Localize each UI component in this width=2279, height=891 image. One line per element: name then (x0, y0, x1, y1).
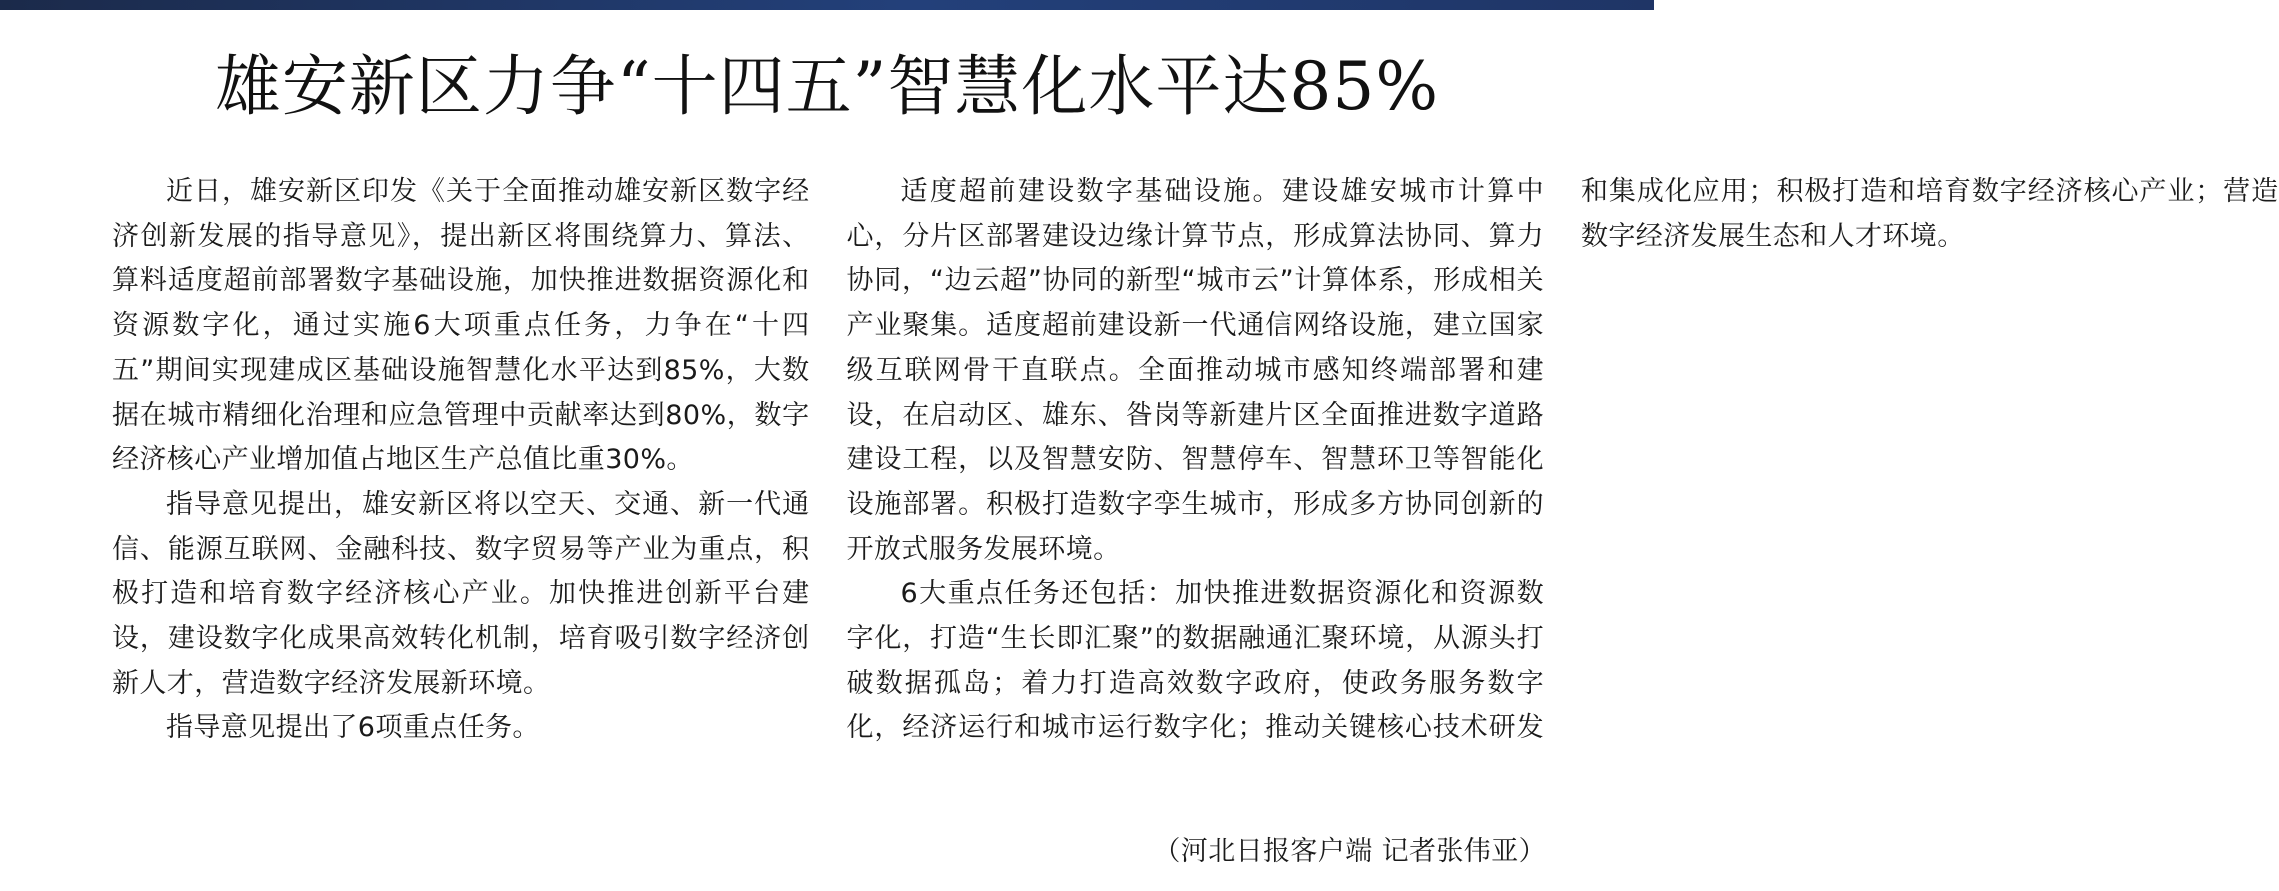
article-paragraph-3: 指导意见提出了6项重点任务。 (166, 712, 540, 744)
article-byline: （河北日报客户端 记者张伟亚） (1153, 836, 1546, 867)
article-paragraph-5: 6大重点任务还包括：加快推进数据资源化和资源数字化，打造“生长即汇聚”的数据融通汇聚环境，从源头打破数据孤岛；着力打造高效数字政府，使政务服务数字化，经济运行和城市运行数字化；推动关键核心技术研发和集成化应用；积极打造和培育数字经济核心产业；营造数字经济发展生态和人才环境。 (846, 176, 2279, 744)
article-body (112, 170, 2279, 820)
article-paragraph-1: 近日，雄安新区印发《关于全面推动雄安新区数字经济创新发展的指导意见》，提出新区将围绕算力、算法、算料适度超前部署数字基础设施，加快推进数据资源化和资源数字化，通过实施6大项重点任务，力争在“十四五”期间实现建成区基础设施智慧化水平达到85%，大数据在城市精细化治理和应急管理中贡献率达到80%，数字经济核心产业增加值占地区生产总值比重30%。 (112, 176, 810, 476)
top-accent-bar (0, 0, 1654, 10)
article-paragraph-2: 指导意见提出，雄安新区将以空天、交通、新一代通信、能源互联网、金融科技、数字贸易等产业为重点，积极打造和培育数字经济核心产业。加快推进创新平台建设，建设数字化成果高效转化机制，培育吸引数字经济创新人才，营造数字经济发展新环境。 (112, 488, 810, 699)
article-headline: 雄安新区力争“十四五”智慧化水平达85% (214, 48, 1440, 125)
article-paragraph-4: 适度超前建设数字基础设施。建设雄安城市计算中心，分片区部署建设边缘计算节点，形成算法协同、算力协同，“边云超”协同的新型“城市云”计算体系，形成相关产业聚集。适度超前建设新一代通信网络设施，建立国家级互联网骨干直联点。全面推动城市感知终端部署和建设，在启动区、雄东、昝岗等新建片区全面推进数字道路建设工程，以及智慧安防、智慧停车、智慧环卫等智能化设施部署。积极打造数字孪生城市，形成多方协同创新的开放式服务发展环境。 (846, 176, 1544, 565)
